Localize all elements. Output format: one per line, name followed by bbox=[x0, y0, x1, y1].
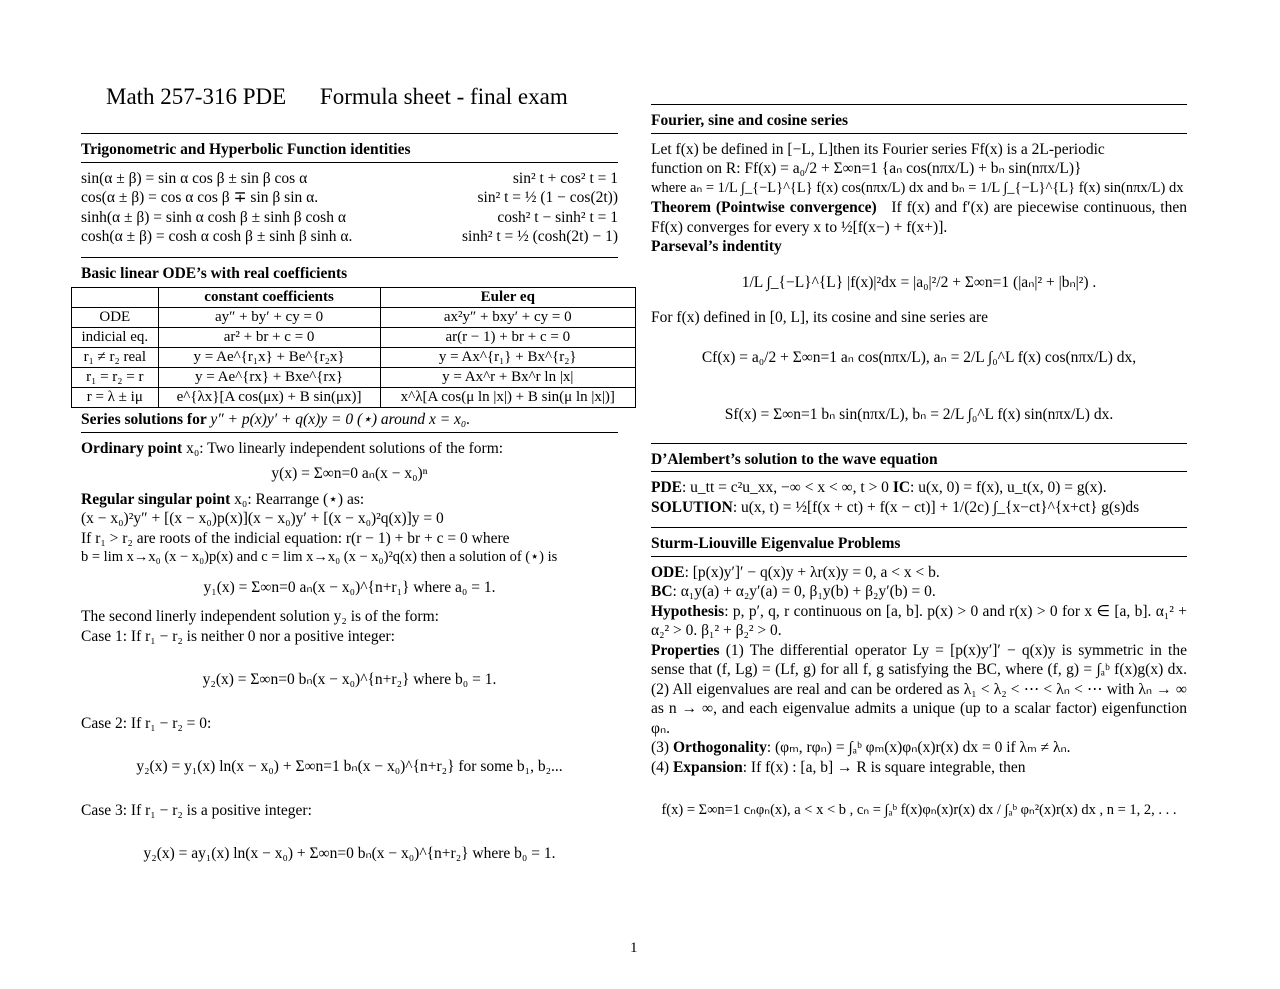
ordinary-eq: y(x) = Σ∞n=0 aₙ(x − x₀)ⁿ bbox=[271, 465, 428, 482]
properties-text: (1) The differential operator Ly = [p(x)y′]′ − q(x)y is symmetric in the sense that (f, Lg) = (Lf, g) for all f, g satisfying the BC, where (f, g) = ∫ₐᵇ f(x)g(x) dx. (2) All eigenvalues are real and can be ordered as λ₁ < λ₂ < ⋯ < λₙ < ⋯ with λₙ → ∞ as n → ∞, and each eigenvalue admits a unique (up to a scalar factor) eigenfunction φₙ. bbox=[651, 641, 1187, 737]
sine-series-eq: Sf(x) = Σ∞n=1 bₙ sin(nπx/L), bₙ = 2/L ∫₀^L f(x) sin(nπx/L) dx. bbox=[724, 406, 1114, 423]
expansion-eq: f(x) = Σ∞n=1 cₙφₙ(x), a < x < b , cₙ = ∫ₐᵇ f(x)φₙ(x)r(x) dx / ∫ₐᵇ φₙ²(x)r(x) dx , n = 1, 2, . . . bbox=[661, 802, 1177, 818]
fourier-line-1: Let f(x) be defined in [−L, L]then its Fourier series Ff(x) is a 2L-periodic bbox=[651, 140, 1105, 158]
case2-line: Case 2: If r₁ − r₂ = 0: bbox=[81, 714, 212, 732]
orthogonality-text: : (φₘ, rφₙ) = ∫ₐᵇ φₘ(x)φₙ(x)r(x) dx = 0 if λₘ ≠ λₙ. bbox=[766, 739, 1071, 756]
sl-ode-line bbox=[651, 563, 1187, 583]
ordinary-point-line bbox=[81, 439, 618, 459]
solution-text: : u(x, t) = ½[f(x + ct) + f(x − ct)] + 1/(2c) ∫_{x−ct}^{x+ct} g(s)ds bbox=[732, 498, 1140, 516]
sl-properties bbox=[651, 641, 1187, 739]
table-row bbox=[72, 348, 636, 368]
table-cell: ar(r − 1) + br + c = 0 bbox=[380, 328, 635, 348]
sl-bc-line bbox=[651, 582, 1187, 602]
theorem-text: If f(x) and f′(x) are piecewise continuous, then Ff(x) converges for every x to ½[f(x−) + f(x+)]. bbox=[651, 199, 1187, 236]
wave-pde-line bbox=[651, 478, 1187, 498]
left-column bbox=[81, 133, 618, 888]
table-cell: ODE bbox=[72, 308, 159, 328]
second-solution-line: The second linerly independent solution y₂ is of the form: bbox=[81, 608, 439, 625]
case1-eq: y₂(x) = Σ∞n=0 bₙ(x − x₀)^{n+r₂} where b₀ = 1. bbox=[202, 671, 497, 688]
sl-ode-label: ODE bbox=[651, 563, 685, 581]
trig-row bbox=[81, 169, 618, 189]
table-cell: ar² + br + c = 0 bbox=[158, 328, 380, 348]
trig-heading: Trigonometric and Hyperbolic Function identities bbox=[81, 133, 618, 163]
page-title bbox=[106, 84, 568, 110]
table-cell: ax²y″ + bxy′ + cy = 0 bbox=[380, 308, 635, 328]
identity-left: cos(α ± β) = cos α cos β ∓ sin β sin α. bbox=[81, 189, 319, 206]
table-cell: ay″ + by′ + cy = 0 bbox=[158, 308, 380, 328]
expansion-number: (4) bbox=[651, 758, 673, 776]
ic-text: : u(x, 0) = f(x), u_t(x, 0) = g(x). bbox=[910, 479, 1107, 496]
sl-hypothesis bbox=[651, 602, 1187, 641]
identity-right: sin² t = ½ (1 − cos(2t)) bbox=[477, 189, 618, 206]
ode-col-header bbox=[72, 288, 159, 308]
ode-table-header bbox=[72, 288, 636, 308]
sl-bc-text: : α₁y(a) + α₂y′(a) = 0, β₁y(b) + β₂y′(b) = 0. bbox=[672, 583, 936, 600]
hypothesis-label: Hypothesis bbox=[651, 602, 725, 620]
table-cell: r₁ = r₂ = r bbox=[72, 368, 159, 388]
identity-left: sin(α ± β) = sin α cos β ± sin β cos α bbox=[81, 169, 308, 187]
wave-solution-line bbox=[651, 498, 1187, 518]
table-cell: r₁ ≠ r₂ real bbox=[72, 348, 159, 368]
table-row bbox=[72, 308, 636, 328]
trig-row bbox=[81, 188, 618, 208]
identity-right: sinh² t = ½ (cosh(2t) − 1) bbox=[461, 228, 618, 245]
if-roots-line: If r₁ > r₂ are roots of the indicial equation: r(r − 1) + br + c = 0 where bbox=[81, 529, 510, 547]
trig-identities bbox=[81, 169, 618, 247]
identity-left: cosh(α ± β) = cosh α cosh β ± sinh β sinh α. bbox=[81, 228, 353, 245]
trig-row bbox=[81, 208, 618, 228]
rearranged-eq: (x − x₀)²y″ + [(x − x₀)p(x)](x − x₀)y′ + [(x − x₀)²q(x)]y = 0 bbox=[81, 510, 444, 527]
trig-row bbox=[81, 227, 618, 247]
cos-sin-intro: For f(x) defined in [0, L], its cosine and sine series are bbox=[651, 309, 989, 326]
regular-point-line bbox=[81, 490, 618, 510]
series-heading-label: Series solutions for bbox=[81, 411, 207, 428]
regular-point-label: Regular singular point bbox=[81, 490, 231, 508]
sl-bc-label: BC bbox=[651, 583, 673, 600]
ode-heading: Basic linear ODE’s with real coefficients bbox=[81, 257, 618, 286]
orthogonality-number: (3) bbox=[651, 739, 673, 756]
wave-heading: D’Alembert’s solution to the wave equation bbox=[651, 443, 1187, 473]
cosine-series-eq: Cf(x) = a₀/2 + Σ∞n=1 aₙ cos(nπx/L), aₙ = 2/L ∫₀^L f(x) cos(nπx/L) dx, bbox=[701, 348, 1137, 366]
page-number: 1 bbox=[630, 940, 638, 956]
properties-label: Properties bbox=[651, 641, 720, 659]
pde-label: PDE bbox=[651, 479, 682, 496]
ode-table bbox=[71, 287, 636, 408]
document-title: Formula sheet - final exam bbox=[319, 84, 568, 109]
fourier-coefficients: where aₙ = 1/L ∫_{−L}^{L} f(x) cos(nπx/L) dx and bₙ = 1/L ∫_{−L}^{L} f(x) sin(nπx/L) dx bbox=[651, 179, 1184, 196]
pde-text: : u_tt = c²u_xx, −∞ < x < ∞, t > 0 bbox=[682, 479, 889, 496]
table-cell: y = Ae^{rx} + Bxe^{rx} bbox=[158, 368, 380, 388]
b-c-limits-line: b = lim x→x₀ (x − x₀)p(x) and c = lim x→x₀ (x − x₀)²q(x) then a solution of (⋆) is bbox=[81, 549, 558, 565]
ic-label: IC bbox=[892, 479, 911, 496]
series-heading-equation: y″ + p(x)y′ + q(x)y = 0 (⋆) around x = x₀. bbox=[210, 411, 471, 428]
sl-orthogonality bbox=[651, 738, 1187, 758]
table-row bbox=[72, 388, 636, 408]
ordinary-point-label: Ordinary point bbox=[81, 439, 183, 457]
fourier-heading: Fourier, sine and cosine series bbox=[651, 104, 1187, 134]
expansion-text: : If f(x) : [a, b] → R is square integrable, then bbox=[742, 758, 1026, 776]
sturm-liouville-heading: Sturm-Liouville Eigenvalue Problems bbox=[651, 527, 1187, 557]
y1-eq: y₁(x) = Σ∞n=0 aₙ(x − x₀)^{n+r₁} where a₀ = 1. bbox=[203, 578, 496, 596]
sl-expansion bbox=[651, 758, 1187, 778]
identity-right: sin² t + cos² t = 1 bbox=[512, 169, 618, 187]
fourier-line-2: function on R: Ff(x) = a₀/2 + Σ∞n=1 {aₙ cos(nπx/L) + bₙ sin(nπx/L)} bbox=[651, 160, 1082, 177]
table-row bbox=[72, 328, 636, 348]
hypothesis-text: : p, p′, q, r continuous on [a, b]. p(x) > 0 and r(x) > 0 for x ∈ [a, b]. α₁² + α₂² > 0. β₁² + β₂² > 0. bbox=[651, 602, 1187, 639]
table-cell: indicial eq. bbox=[72, 328, 159, 348]
case3-line: Case 3: If r₁ − r₂ is a positive integer: bbox=[81, 801, 312, 819]
right-column bbox=[651, 104, 1187, 845]
series-heading bbox=[81, 408, 618, 433]
parseval-eq: 1/L ∫_{−L}^{L} |f(x)|²dx = |a₀|²/2 + Σ∞n=1 (|aₙ|² + |bₙ|²) . bbox=[741, 273, 1097, 291]
case1-line: Case 1: If r₁ − r₂ is neither 0 nor a positive integer: bbox=[81, 627, 395, 645]
ordinary-point-text: x₀: Two linearly independent solutions of the form: bbox=[186, 439, 504, 457]
theorem-label: Theorem (Pointwise convergence) bbox=[651, 199, 877, 216]
case3-eq: y₂(x) = ay₁(x) ln(x − x₀) + Σ∞n=0 bₙ(x − x₀)^{n+r₂} where b₀ = 1. bbox=[143, 845, 556, 862]
table-cell: y = Ax^{r₁} + Bx^{r₂} bbox=[380, 348, 635, 368]
orthogonality-label: Orthogonality bbox=[672, 739, 767, 756]
table-row bbox=[72, 368, 636, 388]
identity-left: sinh(α ± β) = sinh α cosh β ± sinh β cosh α bbox=[81, 208, 346, 226]
expansion-label: Expansion bbox=[672, 758, 743, 776]
table-cell: y = Ae^{r₁x} + Be^{r₂x} bbox=[158, 348, 380, 368]
parseval-label: Parseval’s indentity bbox=[651, 238, 782, 255]
ode-col-header: Euler eq bbox=[380, 288, 635, 308]
table-cell: e^{λx}[A cos(μx) + B sin(μx)] bbox=[158, 388, 380, 408]
identity-right: cosh² t − sinh² t = 1 bbox=[497, 208, 618, 226]
regular-point-text: x₀: Rearrange (⋆) as: bbox=[234, 490, 365, 508]
case2-eq: y₂(x) = y₁(x) ln(x − x₀) + Σ∞n=1 bₙ(x − x₀)^{n+r₂} for some b₁, b₂... bbox=[136, 758, 563, 775]
solution-label: SOLUTION bbox=[651, 498, 733, 516]
ode-col-header: constant coefficients bbox=[158, 288, 380, 308]
pointwise-theorem bbox=[651, 198, 1187, 237]
table-cell: r = λ ± iμ bbox=[72, 388, 159, 408]
sl-ode-text: : [p(x)y′]′ − q(x)y + λr(x)y = 0, a < x < b. bbox=[684, 563, 940, 581]
table-cell: x^λ[A cos(μ ln |x|) + B sin(μ ln |x|)] bbox=[380, 388, 635, 408]
course-title: Math 257-316 PDE bbox=[106, 84, 287, 109]
table-cell: y = Ax^r + Bx^r ln |x| bbox=[380, 368, 635, 388]
